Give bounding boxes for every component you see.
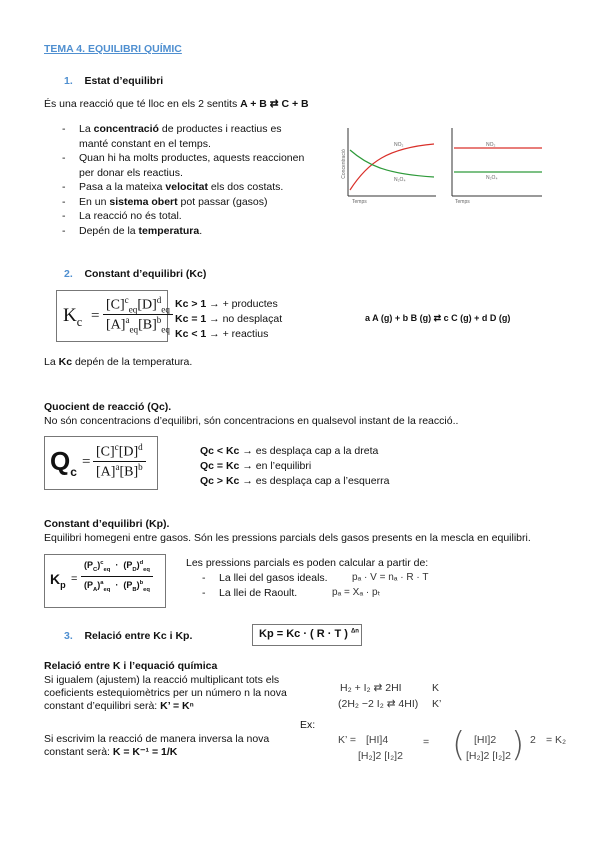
relation-paragraph-1: Si igualem (ajustem) la reacció multiplicant tots els coeficients estequiomètrics per un número n la nova constant d’equilibri serà: K’ = Kⁿ (44, 674, 287, 712)
n2o4-label: N₂O₄ (486, 175, 498, 181)
relation-heading: Relació entre K i l’equació química (44, 660, 218, 672)
list-item: - Quan hi ha molts productes, aquests reaccionen (62, 151, 332, 166)
example-label: Ex: (300, 719, 316, 731)
kc-formula-box (56, 290, 168, 342)
example-k-2: K’ (432, 698, 442, 710)
kc-temperature-note: La Kc depén de la temperatura. (44, 356, 193, 368)
ratio-numerator: [HI]4 (366, 734, 389, 746)
list-item: - La llei de Raoult. pₐ = Xₐ · pₜ (202, 586, 492, 601)
paren-denominator: [H₂]2 [I₂]2 (466, 750, 511, 762)
kp-description: Equilibri homegeni entre gasos. Són les pressions parcials dels gasos presents en la mescla en equilibri. (44, 532, 531, 544)
k-prime-label: K’ = (338, 734, 356, 746)
condition-line: Kc > 1 → + productes (175, 298, 278, 310)
kp-formula-box (44, 554, 166, 608)
list-item: - La reacció no és total. (62, 209, 332, 224)
result: = K₂ (546, 734, 567, 746)
paren-numerator: [HI]2 (474, 734, 497, 746)
section-number: 2. (64, 268, 73, 280)
y-axis-label: Concentració (341, 149, 347, 179)
qc-fraction: $\frac{[C]^c[D]^d}{[A]^a[B]^b}$ (93, 442, 146, 480)
x-axis-label: Temps (352, 199, 367, 205)
concentration-graph-approach (338, 124, 438, 209)
qc-symbol: $Q_c$ (50, 446, 77, 480)
equals-sign: = (423, 736, 430, 748)
intro-text (44, 98, 309, 111)
no2-label: NO₂ (486, 142, 496, 148)
example-equation-2: (2H₂ −2 I₂ ⇄ 4HI) (338, 698, 419, 710)
section-title: Constant d’equilibri (Kc) (84, 268, 207, 280)
x-axis-label: Temps (455, 199, 470, 205)
section-1-heading (64, 75, 163, 87)
list-item: - Pasa a la mateixa velocitat els dos costats. (62, 180, 332, 195)
condition-line: Kc = 1 → no desplaçat (175, 313, 283, 325)
equals-sign: = (82, 454, 91, 470)
list-item: per donar els reactius. (79, 166, 183, 179)
kc-fraction: $[C]^c_{eq}[D]^d_{eq}$ $[A]^a_{eq}[B]^b_{eq}$ (103, 295, 173, 335)
kp-heading: Constant d’equilibri (Kp). (44, 518, 170, 530)
relation-paragraph-2: Si escrivim la reacció de manera inversa la nova constant serà: K = K⁻¹ = 1/K (44, 733, 270, 758)
intro-equation: A + B ⇄ C + B (240, 98, 309, 110)
qc-description: No són concentracions d’equilibri, són concentracions en qualsevol instant de la reacció.. (44, 415, 459, 427)
partial-pressure-laws (202, 571, 492, 600)
section-title: Estat d’equilibri (84, 75, 164, 87)
example-equation-1: H₂ + I₂ ⇄ 2HI (340, 682, 402, 694)
kc-kp-relation-box (252, 624, 362, 646)
kp-symbol: $K_p$ (50, 571, 66, 590)
kp-fraction: $(P_C)^c_{eq} \cdot (P_D)^d_{eq}$ $(P_A)^a_{eq} \cdot (P_B)^b_{eq}$ (81, 560, 153, 593)
condition-line: Qc < Kc → es desplaça cap a la dreta (200, 445, 379, 457)
kc-kp-formula: Kp = Kc · ( R · T ) $^{\Delta n}$ (259, 628, 359, 640)
example-k-1: K (432, 682, 440, 694)
qc-heading: Quocient de reacció (Qc). (44, 401, 172, 413)
condition-line: Kc < 1 → + reactius (175, 328, 269, 340)
ratio-denominator: [H₂]2 [I₂]2 (358, 750, 403, 762)
section-3-heading (64, 630, 192, 642)
qc-conditions (200, 444, 389, 489)
document-title: TEMA 4. EQUILIBRI QUÍMIC (44, 43, 182, 55)
section-title: Relació entre Kc i Kp. (84, 630, 193, 642)
partial-pressure-intro: Les pressions parcials es poden calcular a partir de: (186, 557, 429, 569)
section-2-heading (64, 268, 206, 280)
list-item: - La llei del gasos ideals. pₐ · V = nₐ · R · T (202, 571, 492, 586)
qc-formula-box (44, 436, 158, 490)
equals-sign: = (71, 573, 78, 585)
condition-line: Qc = Kc → en l’equilibri (200, 460, 312, 472)
list-item: - En un sistema obert pot passar (gasos) (62, 195, 332, 210)
list-item: - Depén de la temperatura. (62, 224, 332, 239)
paren-exponent: 2 (530, 734, 536, 746)
kc-conditions (175, 297, 282, 342)
section-number: 1. (64, 75, 73, 87)
no2-label: NO₂ (394, 142, 404, 148)
section-number: 3. (64, 630, 73, 642)
list-item: manté constant en el temps. (79, 137, 211, 150)
left-parenthesis: ( (452, 725, 466, 765)
no2-curve (350, 144, 434, 190)
intro-prefix: És una reacció que té lloc en els 2 sentits (44, 98, 241, 110)
concentration-graph-equilibrium (444, 124, 544, 209)
list-item: - La concentració de productes i reactius es (62, 122, 332, 137)
n2o4-label: N₂O₄ (394, 177, 406, 183)
equilibrium-properties-list (62, 122, 332, 238)
general-reaction: a A (g) + b B (g) ⇄ c C (g) + d D (g) (365, 313, 511, 323)
right-parenthesis: ) (511, 725, 525, 765)
equals-sign: = (91, 308, 100, 324)
kc-symbol: $K_c$ (63, 305, 83, 329)
condition-line: Qc > Kc → es desplaça cap a l’esquerra (200, 475, 390, 487)
